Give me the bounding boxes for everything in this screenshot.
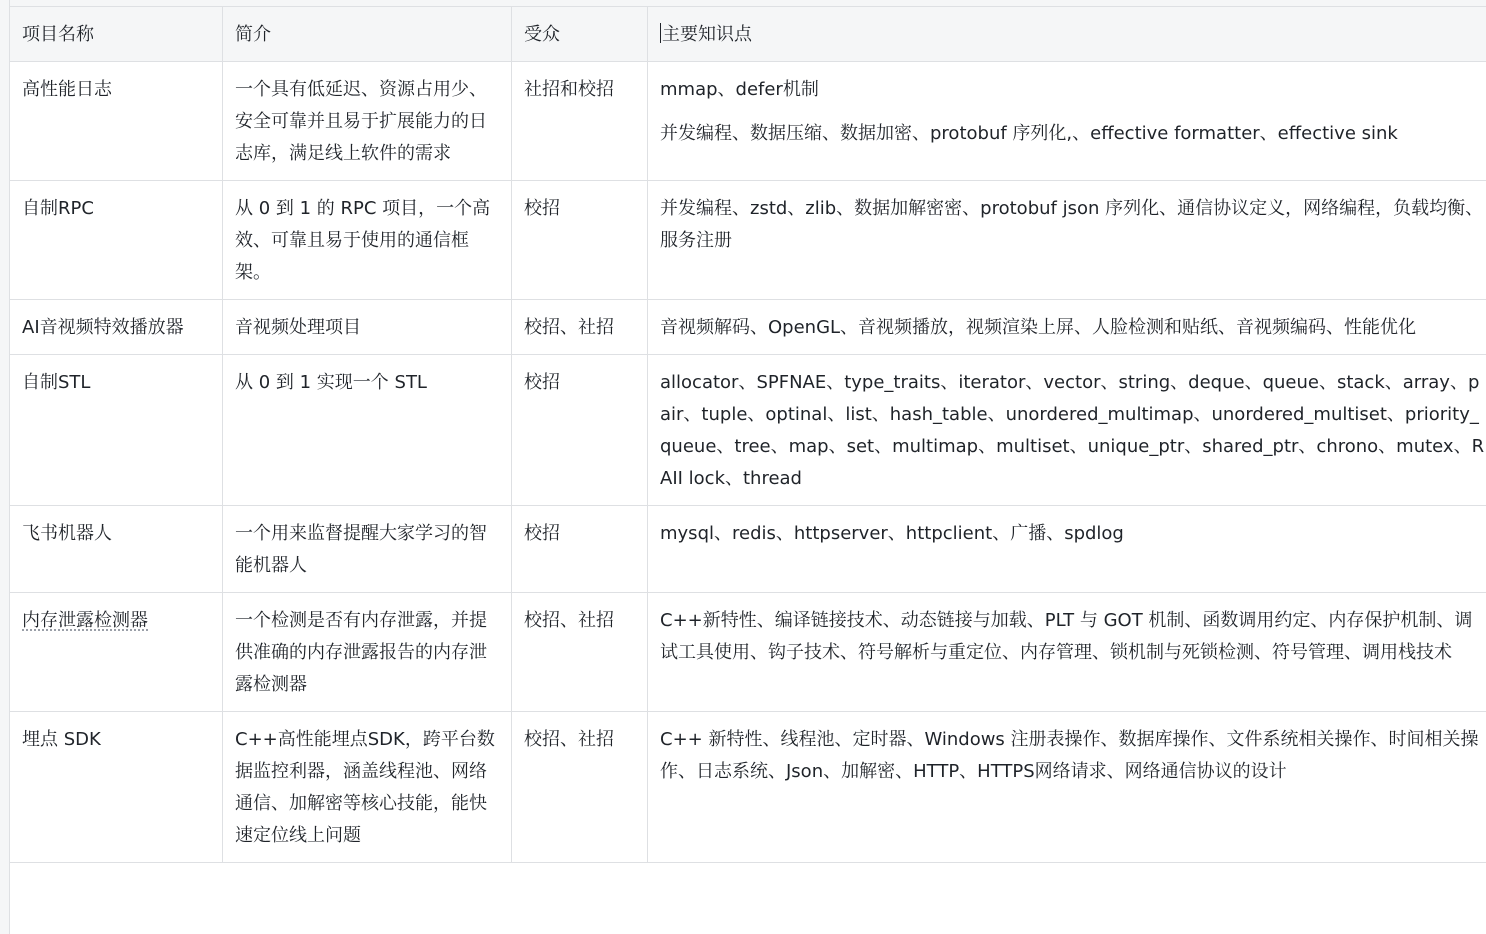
projects-table [9,6,1486,863]
project-intro: 一个具有低延迟、资源占用少、安全可靠并且易于扩展能力的日志库，满足线上软件的需求 [235,79,487,164]
cell-intro[interactable] [223,506,512,593]
cell-name[interactable] [10,181,223,300]
project-audience: 校招 [524,372,560,393]
cell-intro[interactable] [223,300,512,355]
cell-intro[interactable] [223,593,512,712]
knowledge-points: allocator、SPFNAE、type_traits、iterator、vector、string、deque、queue、stack、array、pair、tuple、optinal、list、hash_table、unordered_multimap、unordered_multiset、priority_queue、tree、map、set、multimap、multiset、unique_ptr、shared_ptr、chrono、mutex、RAII lock、thread [660,372,1485,489]
cell-name[interactable] [10,506,223,593]
project-name: 自制RPC [22,198,94,219]
cell-name[interactable] [10,300,223,355]
cell-intro[interactable] [223,181,512,300]
knowledge-points: 并发编程、zstd、zlib、数据加解密密、protobuf json 序列化、通信协议定义，网络编程，负载均衡、服务注册 [660,198,1484,251]
knowledge-points: 音视频解码、OpenGL、音视频播放，视频渲染上屏、人脸检测和贴纸、音视频编码、性能优化 [660,317,1417,338]
header-cell-audience[interactable] [512,7,648,62]
cell-points[interactable] [648,593,1486,712]
header-cell-points[interactable] [648,7,1486,62]
project-audience: 社招和校招 [524,79,614,100]
cell-name[interactable] [10,593,223,712]
project-intro: 一个检测是否有内存泄露，并提供准确的内存泄露报告的内存泄露检测器 [235,610,487,695]
cell-audience[interactable] [512,712,648,863]
cell-audience[interactable] [512,593,648,712]
cell-intro[interactable] [223,712,512,863]
cell-points[interactable] [648,300,1486,355]
cell-name[interactable] [10,355,223,506]
table-row [10,181,1486,300]
project-intro: 音视频处理项目 [235,317,361,338]
cell-points[interactable] [648,712,1486,863]
project-audience: 校招、社招 [524,610,614,631]
cell-intro[interactable] [223,355,512,506]
knowledge-points: mmap、defer机制 [660,79,819,100]
knowledge-points: mysql、redis、httpserver、httpclient、广播、spdlog [660,523,1124,544]
header-label: 简介 [235,24,271,45]
header-label: 主要知识点 [662,24,752,45]
cell-name[interactable] [10,62,223,181]
project-name: 内存泄露检测器 [22,610,148,631]
project-audience: 校招、社招 [524,729,614,750]
project-audience: 校招 [524,523,560,544]
project-audience: 校招 [524,198,560,219]
header-row [10,7,1486,62]
header-label: 项目名称 [22,24,94,45]
project-name: 自制STL [22,372,91,393]
cell-audience[interactable] [512,181,648,300]
cell-points[interactable] [648,181,1486,300]
knowledge-points: 并发编程、数据压缩、数据加密、protobuf 序列化,、effective formatter、effective sink [660,123,1398,144]
header-label: 受众 [524,24,560,45]
project-intro: 从 0 到 1 的 RPC 项目，一个高效、可靠且易于使用的通信框架。 [235,198,491,283]
project-name: 飞书机器人 [22,523,112,544]
project-intro: C++高性能埋点SDK，跨平台数据监控利器，涵盖线程池、网络通信、加解密等核心技能，能快速定位线上问题 [235,729,495,846]
cell-audience[interactable] [512,355,648,506]
cell-name[interactable] [10,712,223,863]
table-row [10,506,1486,593]
cell-audience[interactable] [512,506,648,593]
table-row [10,62,1486,181]
header-cell-intro[interactable] [223,7,512,62]
table-row [10,300,1486,355]
cell-audience[interactable] [512,300,648,355]
project-audience: 校招、社招 [524,317,614,338]
cell-points[interactable] [648,355,1486,506]
table-row [10,712,1486,863]
project-intro: 从 0 到 1 实现一个 STL [235,372,427,393]
header-cell-name[interactable] [10,7,223,62]
knowledge-points: C++新特性、编译链接技术、动态链接与加载、PLT 与 GOT 机制、函数调用约定、内存保护机制、调试工具使用、钩子技术、符号解析与重定位、内存管理、锁机制与死锁检测、符号管理、调用栈技术 [660,610,1473,663]
project-name: 埋点 SDK [22,729,101,750]
cell-intro[interactable] [223,62,512,181]
text-cursor [660,23,661,43]
project-name: 高性能日志 [22,79,112,100]
cell-points[interactable] [648,506,1486,593]
cell-points[interactable] [648,62,1486,181]
cell-audience[interactable] [512,62,648,181]
knowledge-points: C++ 新特性、线程池、定时器、Windows 注册表操作、数据库操作、文件系统相关操作、时间相关操作、日志系统、Json、加解密、HTTP、HTTPS网络请求、网络通信协议的设计 [660,729,1479,782]
project-intro: 一个用来监督提醒大家学习的智能机器人 [235,523,487,576]
table-row [10,593,1486,712]
project-name: AI音视频特效播放器 [22,317,184,338]
table-row [10,355,1486,506]
